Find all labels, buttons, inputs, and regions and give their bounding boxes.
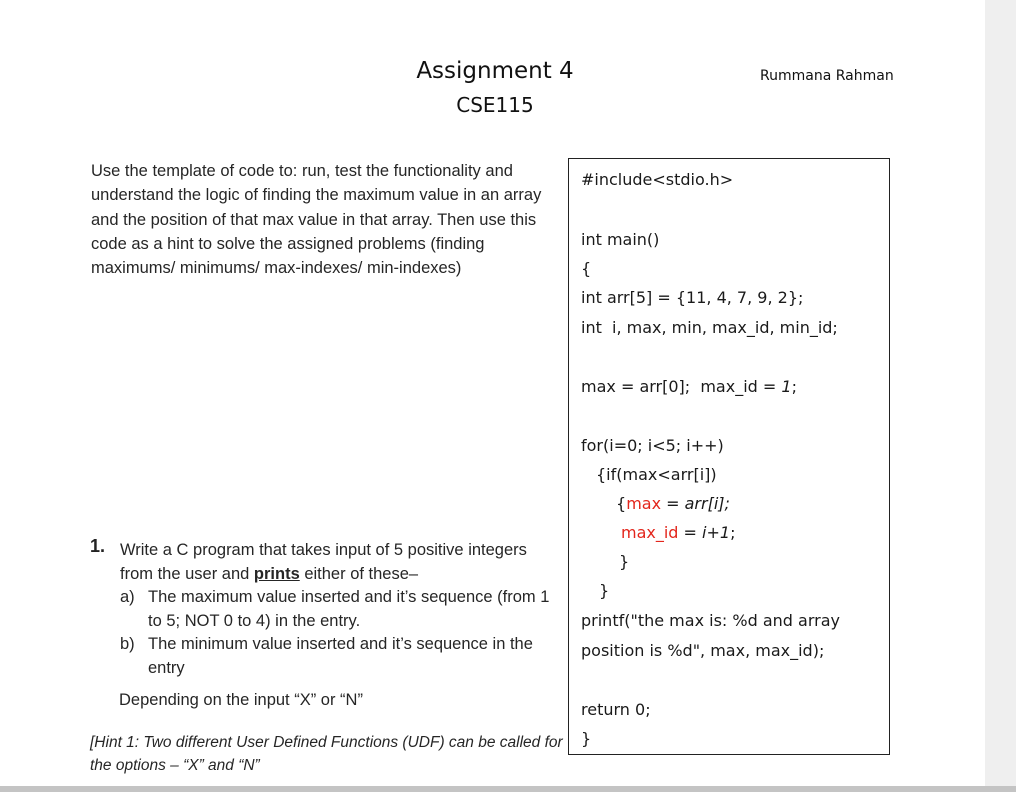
code-maxid-assignment — [621, 523, 735, 542]
code-init-end: ; — [791, 377, 797, 396]
code-include: #include<stdio.h> — [581, 170, 734, 189]
code-maxid-value: i+1 — [702, 523, 731, 542]
code-return: return 0; — [581, 700, 651, 719]
code-maxid-variable: max_id — [621, 523, 679, 542]
option-letter: a) — [120, 588, 135, 606]
code-variable-declaration: int i, max, min, max_id, min_id; — [581, 318, 838, 337]
code-close-loop: } — [599, 581, 610, 600]
horizontal-scrollbar[interactable] — [0, 786, 1016, 792]
question-number: 1. — [90, 536, 106, 556]
code-printf-line-1: printf("the max is: %d and array — [581, 611, 840, 630]
course-code: CSE115 — [456, 93, 534, 117]
code-printf-line-2: position is %d", max, max_id); — [581, 641, 825, 660]
hint-text: [Hint 1: Two different User Defined Functions (UDF) can be called for the options – “X” and “N” — [90, 734, 563, 774]
option-text: The minimum value inserted and it’s sequence in the entry — [148, 635, 533, 677]
code-equals: = — [661, 494, 685, 513]
code-open-brace: { — [581, 259, 592, 278]
code-init-text: max = arr[0]; max_id = — [581, 377, 782, 396]
prints-emphasis: prints — [253, 564, 300, 583]
code-if-statement: {if(max<arr[i]) — [596, 465, 717, 484]
code-box — [568, 158, 890, 755]
code-close-inner: } — [619, 552, 630, 571]
intro-paragraph: Use the template of code to: run, test the functionality and understand the logic of finding the maximum value in an array and the position of that max value in that array. Then use this code as a hint to solve the assigned problems (finding maximums/ minimums/ max-indexes/ min-indexes) — [91, 162, 542, 278]
question-statement-end: either of these– — [299, 564, 419, 583]
question-statement — [120, 539, 560, 586]
code-semicolon: ; — [730, 523, 736, 542]
code-equals: = — [678, 523, 703, 542]
code-max-assignment — [616, 494, 730, 513]
code-for-loop: for(i=0; i<5; i++) — [581, 436, 724, 455]
author-name: Rummana Rahman — [760, 68, 894, 84]
code-max-variable: max — [626, 494, 662, 513]
question-text — [120, 539, 560, 680]
code-initialization — [581, 377, 797, 396]
page-title: Assignment 4 — [416, 58, 574, 84]
question-statement-start: Write a C program that takes input of 5 positive integers from the user and — [120, 541, 527, 583]
code-init-value: 1 — [781, 377, 792, 396]
option-letter: b) — [120, 635, 135, 653]
code-close-main: } — [581, 729, 592, 748]
depends-line: Depending on the input “X” or “N” — [119, 691, 363, 709]
code-max-value: arr[i]; — [684, 494, 730, 513]
code-array-declaration: int arr[5] = {11, 4, 7, 9, 2}; — [581, 288, 804, 307]
code-brace: { — [616, 494, 627, 513]
option-text: The maximum value inserted and it’s sequence (from 1 to 5; NOT 0 to 4) in the entry. — [148, 588, 550, 630]
option-a — [120, 586, 560, 633]
window-gutter — [985, 0, 1016, 786]
option-b — [120, 633, 560, 680]
code-main-signature: int main() — [581, 230, 660, 249]
